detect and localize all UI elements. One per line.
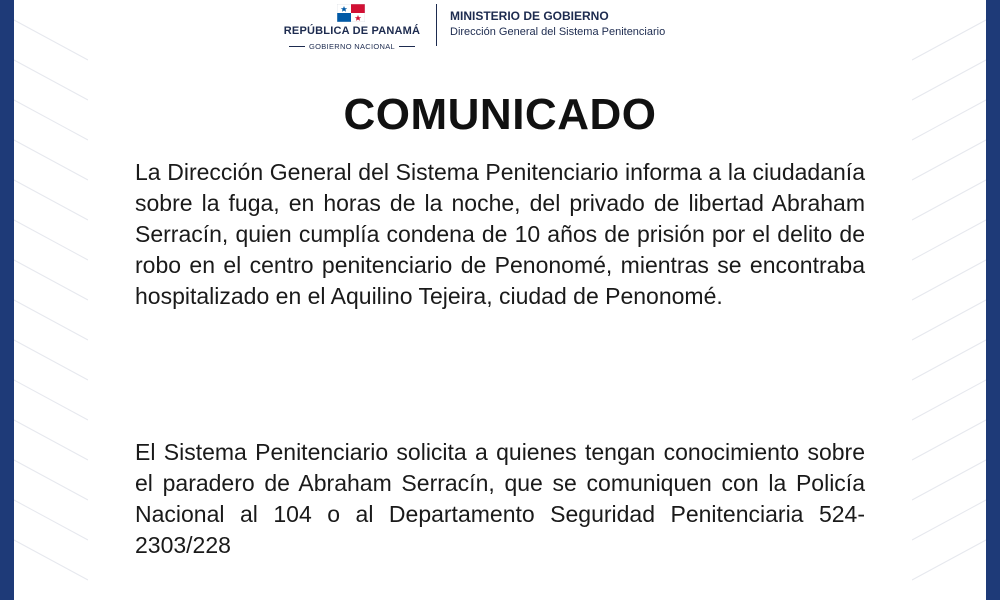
republic-name: REPÚBLICA DE PANAMÁ — [283, 25, 421, 37]
left-navy-bar — [0, 0, 14, 600]
left-decorative-border — [0, 0, 88, 600]
government-line — [288, 41, 416, 51]
ministry-name: MINISTERIO DE GOBIERNO — [450, 9, 609, 23]
rule-left — [289, 46, 305, 47]
government-label: GOBIERNO NACIONAL — [309, 41, 395, 51]
rule-right — [399, 46, 415, 47]
panama-flag-icon — [337, 4, 365, 22]
header-divider — [436, 4, 437, 46]
paragraph-2: El Sistema Penitenciario solicita a quienes tengan conocimiento sobre el paradero de Abraham Serracín, que se comuniquen con la Policía Nacional al 104 o al Departamento Seguridad Penitenciaria 524-2303/228 — [135, 439, 865, 558]
page-title: COMUNICADO — [343, 90, 657, 139]
right-decorative-border — [912, 0, 1000, 600]
direction-name: Dirección General del Sistema Penitenciario — [450, 26, 666, 38]
paragraph-1: La Dirección General del Sistema Penitenciario informa a la ciudadanía sobre la fuga, en horas de la noche, del privado de libertad Abraham Serracín, quien cumplía condena de 10 años de prisión por el delito de robo en el centro penitenciario de Penonomé, mientras se encontraba hospitalizado en el Aquilino Tejeira, ciudad de Penonomé. — [135, 159, 865, 309]
right-navy-bar — [986, 0, 1000, 600]
header — [0, 0, 1000, 60]
